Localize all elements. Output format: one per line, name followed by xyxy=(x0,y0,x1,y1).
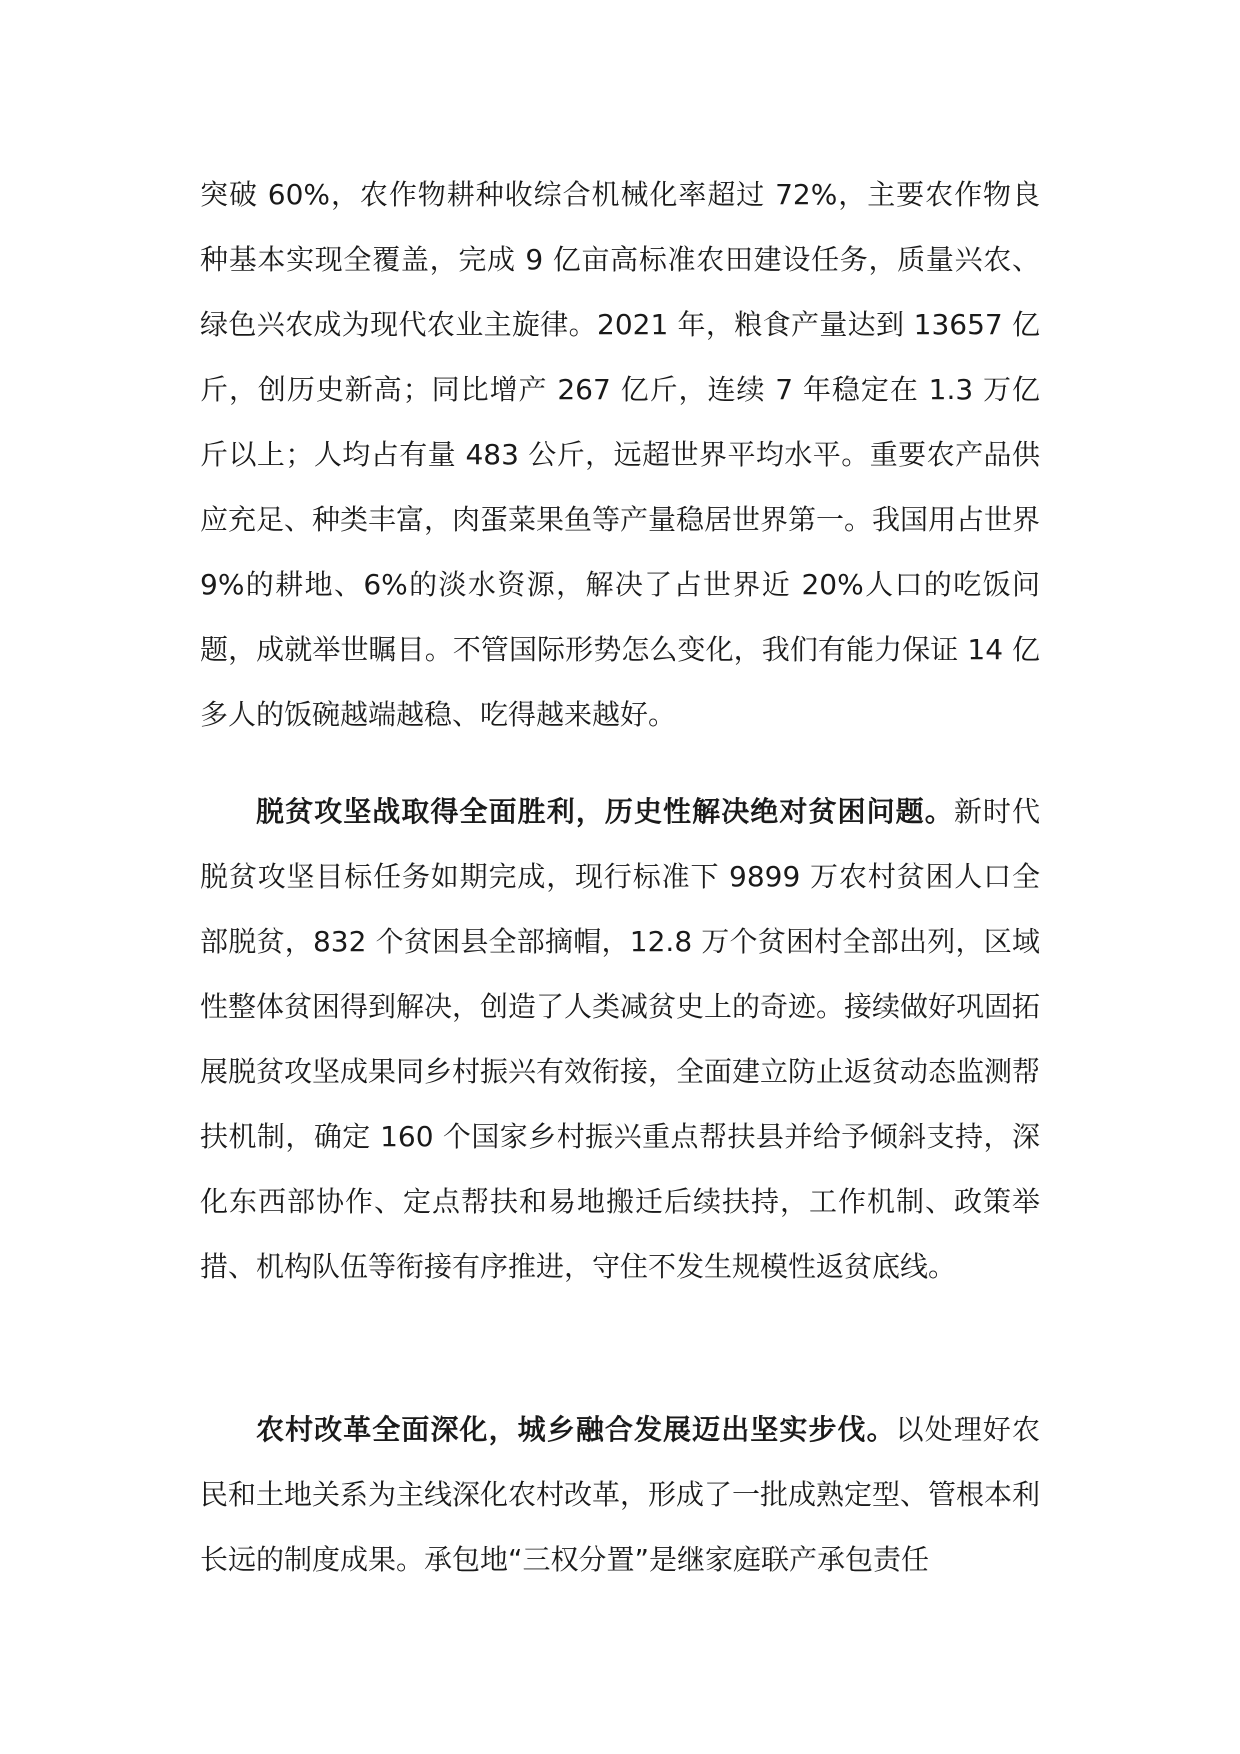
paragraph-body: 以处理好农民和土地关系为主线深化农村改革，形成了一批成熟定型、管根本利长远的制度成果。承包地“三权分置”是继家庭联产承包责任 xyxy=(200,1413,1041,1576)
paragraph-rural-reform xyxy=(200,1397,1040,1592)
paragraph-poverty-alleviation xyxy=(200,779,1040,1299)
paragraph-lead-heading: 脱贫攻坚战取得全面胜利，历史性解决绝对贫困问题。 xyxy=(256,795,954,828)
paragraph-body: 新时代脱贫攻坚目标任务如期完成，现行标准下 9899 万农村贫困人口全部脱贫，832 个贫困县全部摘帽，12.8 万个贫困村全部出列，区域性整体贫困得到解决，创造了人类减贫史上的奇迹。接续做好巩固拓展脱贫攻坚成果同乡村振兴有效衔接，全面建立防止返贫动态监测帮扶机制，确定 160 个国家乡村振兴重点帮扶县并给予倾斜支持，深化东西部协作、定点帮扶和易地搬迁后续扶持，工作机制、政策举措、机构队伍等衔接有序推进，守住不发生规模性返贫底线。 xyxy=(200,795,1041,1283)
paragraph-lead-heading: 农村改革全面深化，城乡融合发展迈出坚实步伐。 xyxy=(256,1413,896,1446)
paragraph-body: 突破 60%，农作物耕种收综合机械化率超过 72%，主要农作物良种基本实现全覆盖，完成 9 亿亩高标准农田建设任务，质量兴农、绿色兴农成为现代农业主旋律。2021 年，粮食产量达到 13657 亿斤，创历史新高；同比增产 267 亿斤，连续 7 年稳定在 1.3 万亿斤以上；人均占有量 483 公斤，远超世界平均水平。重要农产品供应充足、种类丰富，肉蛋菜果鱼等产量稳居世界第一。我国用占世界 9%的耕地、6%的淡水资源，解决了占世界近 20%人口的吃饭问题，成就举世瞩目。不管国际形势怎么变化，我们有能力保证 14 亿多人的饭碗越端越稳、吃得越来越好。 xyxy=(200,178,1041,731)
paragraph-agriculture-output xyxy=(200,162,1040,747)
